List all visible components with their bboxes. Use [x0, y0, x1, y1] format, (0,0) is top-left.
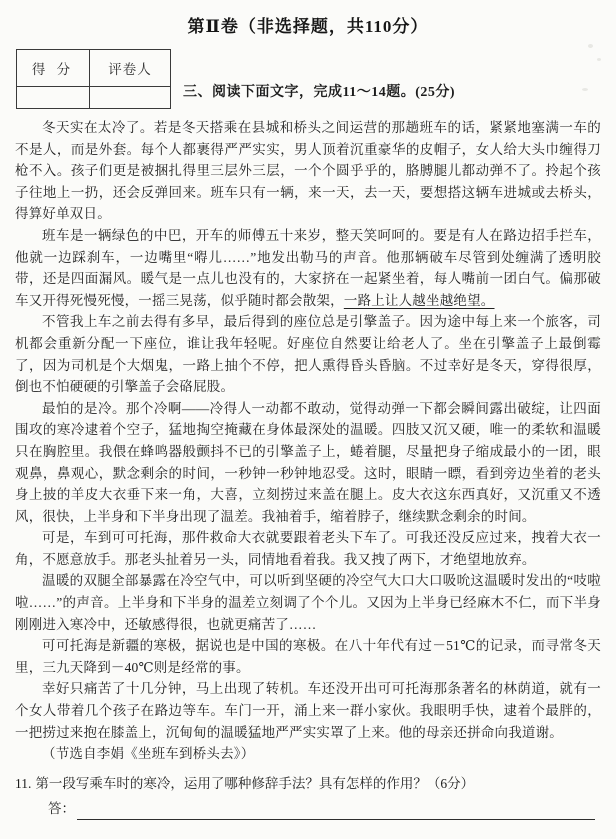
- answer-label: 答：: [48, 801, 75, 817]
- score-cell-empty: [17, 87, 90, 109]
- passage-attribution: （节选自李娟《坐班车到桥头去》）: [42, 746, 255, 762]
- passage-paragraph-1: 冬天实在太冷了。若是冬天搭乘在县城和桥头之间运营的那趟班车的话，紧紧地塞满一车的不是人，而是外套。每个人都裹得严严实实，男人顶着沉重豪华的皮帽子，女人给大头巾缠得刀枪不入。孩子们更是被捆扎得里三层外三层，一个个圆乎乎的，胳膊腿儿都动弹不了。拎起个孩子往地上一扔，还会反弹回来。班车只有一辆，来一天，去一天，要想搭这辆车进城或去桥头，得算好单双日。: [15, 120, 601, 222]
- passage-paragraph-8: 幸好只痛苦了十几分钟，马上出现了转机。车还没开出可可托海那条著名的林荫道，就有一个女人带着几个孩子在路边等车。车门一开，涌上来一群小家伙。我眼明手快，逮着个最胖的，一把捞过来抱在膝盖上，沉甸甸的温暖猛地严严实实罩了上来。他的母亲还拼命向我道谢。: [15, 681, 601, 740]
- answer-row: [15, 798, 601, 820]
- underlined-phrase: 一路上让人越坐越绝望。: [343, 292, 495, 308]
- passage-paragraph-5: 可是，车到可可托海，那件救命大衣就要跟着老头下车了。可我还没反应过来，拽着大衣一角，不愿意放手。那老头扯着另一头，同情地看着我。我又拽了两下，才绝望地放弃。: [15, 530, 601, 567]
- question-11-line: [15, 773, 601, 795]
- passage-paragraph-7: 可可托海是新疆的寒极，据说也是中国的寒极。在八十年代有过－51℃的记录，而寻常冬天里，三九天降到－40℃则是经常的事。: [15, 638, 601, 675]
- question-11: [15, 773, 601, 820]
- scan-speck: [582, 88, 588, 91]
- section-heading: 三、阅读下面文字，完成11～14题。(25分): [183, 85, 456, 100]
- question-number: 11.: [15, 775, 32, 791]
- score-section: [15, 49, 601, 109]
- paragraph-2-text: 班车是一辆绿色的中巴，开车的师傅五十来岁，整天笑呵呵的。要是有人在路边招手拦车，他就一边踩刹车，一边嘴里“嘚儿……”地发出勒马的声音。他那辆破车尽管到处缠满了透明胶带，还是四面漏风。暖气是一点儿也没有的，大家挤在一起紧坐着，每人嘴前一团白气。偏那破车又开得死慢死慢，一摇三晃荡，似乎随时都会散架，: [15, 227, 601, 308]
- score-label: 得 分: [17, 50, 90, 87]
- passage-paragraph-4: 最怕的是冷。那个冷啊——冷得人一动都不敢动，觉得动弹一下都会瞬间露出破绽，让四面围攻的寒冷逮着个空子，猛地掏空掩藏在身体最深处的温暖。四肢又沉又硬，唯一的柔软和温暖只在胸腔里。我偎在蜂鸣器般颤抖不已的引擎盖子上，蜷着腿，尽量把身子缩成最小的一团，眼观鼻，鼻观心，默念剩余的时间，一秒钟一秒钟地忍受。这时，眼睛一瞟，看到旁边坐着的老头身上披的羊皮大衣垂下来一角，大喜，立刻捞过来盖在腿上。皮大衣这东西真好，又沉重又不透风，很快，上半身和下半身出现了温差。我袖着手，缩着脖子，继续默念剩余的时间。: [15, 400, 601, 524]
- score-box: [16, 49, 171, 109]
- question-text: 第一段写乘车时的寒冷，运用了哪种修辞手法？具有怎样的作用？（6分）: [35, 775, 475, 791]
- scan-speck: [588, 44, 593, 48]
- grader-cell-empty: [90, 87, 171, 109]
- passage-paragraph-6: 温暖的双腿全部暴露在冷空气中，可以听到坚硬的冷空气大口大口吸吮这温暖时发出的“吱啦啦……”的声音。上半身和下半身的温差立刻调了个个儿。又因为上半身已经麻木不仁，而下半身刚刚进入寒冷中，还敏感得很，也就更痛苦了……: [15, 573, 601, 632]
- scan-speck: [597, 58, 601, 61]
- answer-blank-line: [77, 803, 595, 820]
- passage-paragraph-2: [15, 225, 601, 311]
- passage-paragraph-3: 不管我上车之前去得有多早，最后得到的座位总是引擎盖子。因为途中每上来一个旅客，司机都会重新分配一下座位，谁让我年轻呢。好座位自然要让给老人了。坐在引擎盖子上最倒霉了，因为司机是个大烟鬼，一路上抽个不停，把人熏得昏头昏脑。不过幸好是冬天，穿得很厚，倒也不怕硬硬的引擎盖子会硌屁股。: [15, 314, 601, 395]
- page-title: 第Ⅱ卷（非选择题，共110分）: [187, 17, 429, 36]
- reading-passage: [15, 117, 601, 765]
- grader-label: 评卷人: [90, 50, 171, 87]
